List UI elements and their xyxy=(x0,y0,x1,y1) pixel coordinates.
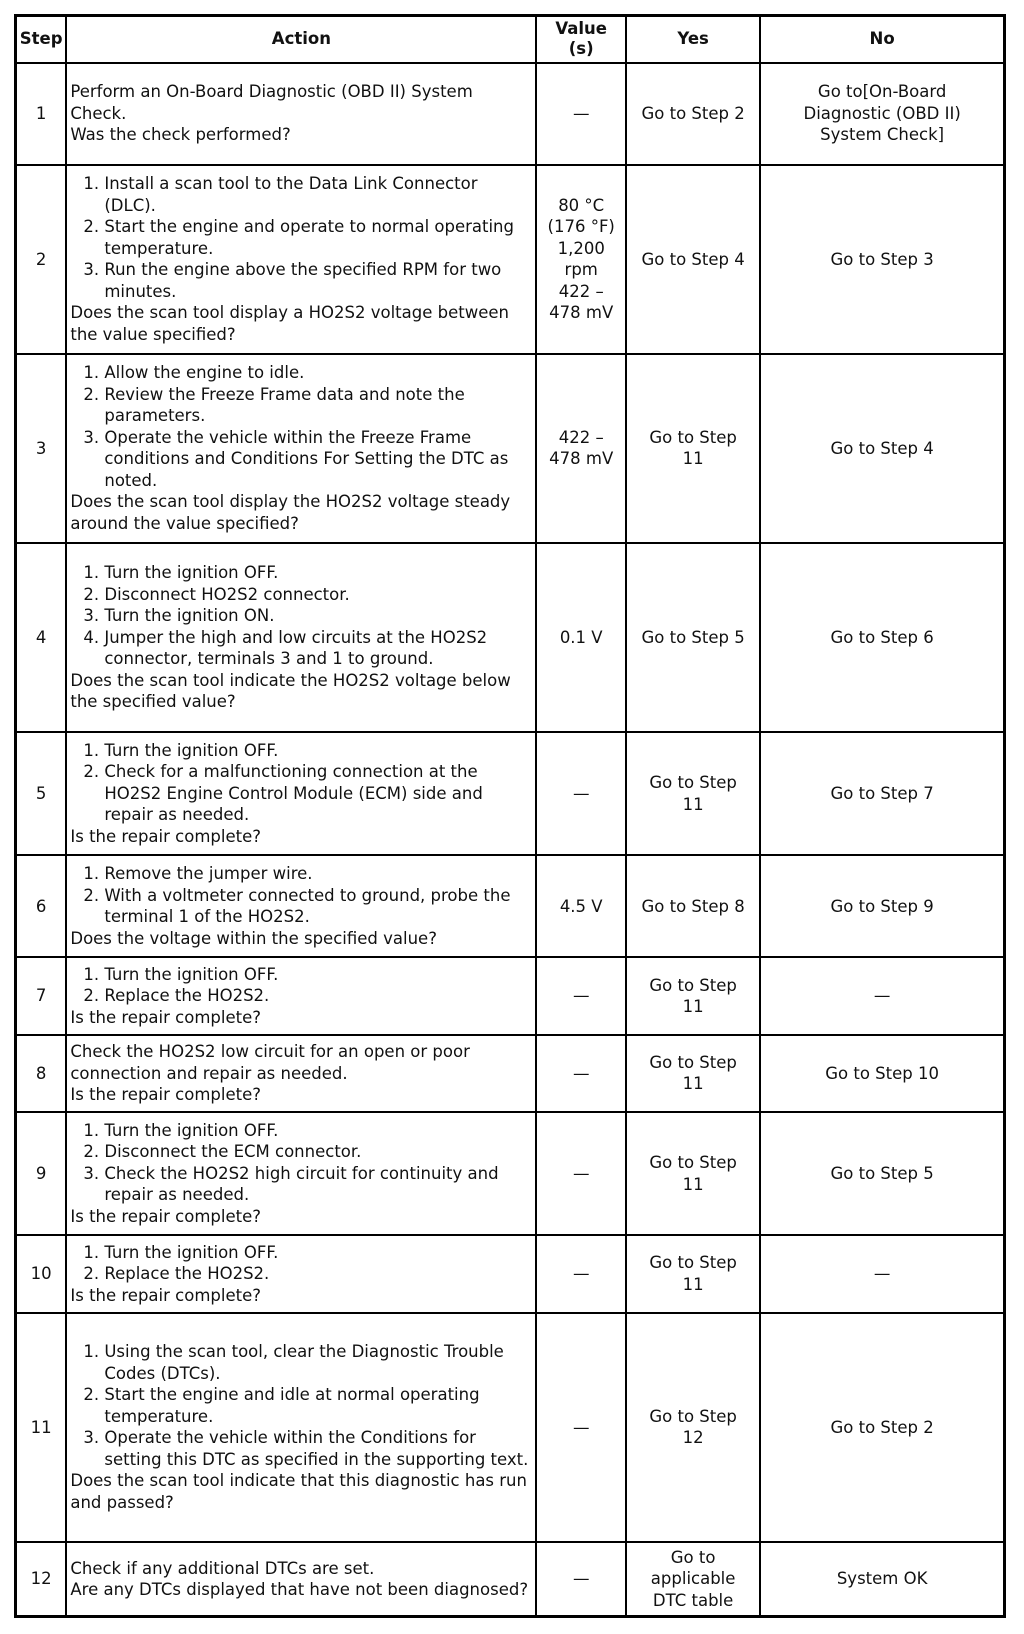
action-question: Is the repair complete? xyxy=(70,1206,261,1226)
action-question: Does the scan tool display the HO2S2 voltage steady around the value specified? xyxy=(70,492,511,533)
value-cell xyxy=(536,165,626,354)
action-step-item: 1. Turn the ignition OFF. xyxy=(104,740,532,762)
value-line: 80 °C xyxy=(558,195,605,215)
value-cell xyxy=(536,1542,626,1616)
table-row xyxy=(16,1313,1005,1543)
action-step-item: 1. Allow the engine to idle. xyxy=(104,362,532,384)
action-question: Was the check performed? xyxy=(70,125,291,145)
action-step-item: 2. With a voltmeter connected to ground, probe the terminal 1 of the HO2S2. xyxy=(104,885,532,928)
yes-line: 11 xyxy=(682,997,704,1017)
no-line: Go to Step 5 xyxy=(830,1163,934,1183)
no-line: — xyxy=(873,1264,891,1284)
no-cell xyxy=(760,1235,1004,1312)
no-cell xyxy=(760,732,1004,855)
no-line: Diagnostic (OBD II) xyxy=(803,103,961,123)
no-line: Go to Step 2 xyxy=(830,1417,934,1437)
header-row xyxy=(16,16,1005,63)
value-line: 0.1 V xyxy=(559,627,603,647)
value-line: rpm xyxy=(564,260,598,280)
yes-cell xyxy=(626,63,760,165)
yes-cell xyxy=(626,1112,760,1235)
step-number: 5 xyxy=(16,732,67,855)
action-steps-list xyxy=(70,362,532,491)
yes-line: Go to Step xyxy=(649,427,737,447)
no-cell xyxy=(760,1313,1004,1543)
action-step-item: 2. Check for a malfunctioning connection at the HO2S2 Engine Control Module (ECM) side and repair as needed. xyxy=(104,761,532,826)
action-step-item: 4. Jumper the high and low circuits at the HO2S2 connector, terminals 3 and 1 to ground. xyxy=(104,627,532,670)
yes-cell xyxy=(626,957,760,1034)
no-cell xyxy=(760,165,1004,354)
no-cell xyxy=(760,855,1004,957)
no-cell xyxy=(760,1035,1004,1112)
yes-line: 11 xyxy=(682,794,704,814)
value-cell xyxy=(536,543,626,732)
yes-line: Go to Step xyxy=(649,773,737,792)
action-step-item: 2. Disconnect the ECM connector. xyxy=(104,1141,532,1163)
yes-line: 11 xyxy=(682,1274,704,1294)
action-step-item: 2. Disconnect HO2S2 connector. xyxy=(104,584,532,606)
table-row xyxy=(16,165,1005,354)
no-cell xyxy=(760,957,1004,1034)
action-cell xyxy=(66,1542,536,1616)
no-line: System OK xyxy=(836,1569,928,1589)
header-value-line2: (s) xyxy=(568,39,594,59)
action-step-item: 2. Review the Freeze Frame data and note the parameters. xyxy=(104,384,532,427)
yes-cell xyxy=(626,1313,760,1543)
action-step-item: 2. Start the engine and operate to normal operating temperature. xyxy=(104,216,532,259)
yes-cell xyxy=(626,1542,760,1616)
table-row xyxy=(16,1035,1005,1112)
value-line: (176 °F) xyxy=(547,217,615,237)
table-row xyxy=(16,543,1005,732)
action-step-item: 2. Replace the HO2S2. xyxy=(104,1263,532,1285)
step-number: 3 xyxy=(16,354,67,543)
action-steps-list xyxy=(70,964,532,1007)
yes-line: Go to xyxy=(670,1547,716,1567)
header-yes: Yes xyxy=(626,16,760,63)
action-cell xyxy=(66,957,536,1034)
action-steps-list xyxy=(70,863,532,928)
action-step-item: 3. Operate the vehicle within the Freeze Frame conditions and Conditions For Setting the DTC as noted. xyxy=(104,427,532,492)
value-line: — xyxy=(572,986,590,1006)
no-line: Go to Step 4 xyxy=(830,438,934,458)
table-row xyxy=(16,855,1005,957)
value-cell xyxy=(536,855,626,957)
yes-line: 12 xyxy=(682,1428,704,1448)
action-step-item: 2. Start the engine and idle at normal operating temperature. xyxy=(104,1384,532,1427)
action-step-item: 3. Operate the vehicle within the Conditions for setting this DTC as specified in the supporting text. xyxy=(104,1427,532,1470)
header-value xyxy=(536,16,626,63)
yes-line: 11 xyxy=(682,1074,704,1094)
step-number: 4 xyxy=(16,543,67,732)
yes-line: Go to Step 8 xyxy=(641,896,745,916)
yes-cell xyxy=(626,543,760,732)
action-step-item: 1. Using the scan tool, clear the Diagnostic Trouble Codes (DTCs). xyxy=(104,1341,532,1384)
action-text: Check the HO2S2 low circuit for an open or poor connection and repair as needed. xyxy=(70,1042,470,1083)
no-line: System Check] xyxy=(820,125,945,145)
action-cell xyxy=(66,165,536,354)
action-steps-list xyxy=(70,1242,532,1285)
table-row xyxy=(16,354,1005,543)
value-line: — xyxy=(572,783,590,803)
value-line: 422 – xyxy=(558,427,604,447)
value-cell xyxy=(536,732,626,855)
action-steps-list xyxy=(70,1120,532,1206)
step-number: 8 xyxy=(16,1035,67,1112)
table-row xyxy=(16,1542,1005,1616)
header-action: Action xyxy=(66,16,536,63)
value-line: — xyxy=(572,1417,590,1437)
no-line: Go to Step 6 xyxy=(830,627,934,647)
action-cell xyxy=(66,732,536,855)
action-question: Does the scan tool indicate that this diagnostic has run and passed? xyxy=(70,1471,527,1512)
yes-line: applicable xyxy=(650,1569,736,1589)
value-line: — xyxy=(572,1569,590,1589)
action-step-item: 1. Install a scan tool to the Data Link Connector (DLC). xyxy=(104,173,532,216)
diagnostic-table xyxy=(14,14,1006,1618)
value-cell xyxy=(536,1035,626,1112)
no-line: Go to[On-Board xyxy=(817,82,947,102)
value-cell xyxy=(536,1313,626,1543)
value-cell xyxy=(536,1112,626,1235)
action-step-item: 1. Turn the ignition OFF. xyxy=(104,1120,532,1142)
action-cell xyxy=(66,1035,536,1112)
table-body xyxy=(16,63,1005,1617)
yes-line: 11 xyxy=(682,1174,704,1194)
value-cell xyxy=(536,1235,626,1312)
action-steps-list xyxy=(70,740,532,826)
action-steps-list xyxy=(70,173,532,302)
step-number: 12 xyxy=(16,1542,67,1616)
table-row xyxy=(16,1235,1005,1312)
yes-line: Go to Step 2 xyxy=(641,103,745,123)
table-row xyxy=(16,63,1005,165)
action-question: Are any DTCs displayed that have not been diagnosed? xyxy=(70,1580,529,1600)
yes-line: Go to Step 5 xyxy=(641,627,745,647)
action-question: Is the repair complete? xyxy=(70,1285,261,1305)
action-cell xyxy=(66,855,536,957)
no-line: Go to Step 3 xyxy=(830,249,934,269)
action-step-item: 1. Remove the jumper wire. xyxy=(104,863,532,885)
value-cell xyxy=(536,63,626,165)
no-cell xyxy=(760,354,1004,543)
step-number: 1 xyxy=(16,63,67,165)
value-line: — xyxy=(572,1163,590,1183)
yes-line: Go to Step 4 xyxy=(641,249,745,269)
yes-line: Go to Step xyxy=(649,1052,737,1072)
action-question: Is the repair complete? xyxy=(70,1007,261,1027)
yes-cell xyxy=(626,855,760,957)
action-cell xyxy=(66,1112,536,1235)
step-number: 9 xyxy=(16,1112,67,1235)
header-step: Step xyxy=(16,16,67,63)
step-number: 7 xyxy=(16,957,67,1034)
no-line: Go to Step 7 xyxy=(830,783,934,803)
table-row xyxy=(16,1112,1005,1235)
action-step-item: 2. Replace the HO2S2. xyxy=(104,985,532,1007)
value-cell xyxy=(536,957,626,1034)
no-cell xyxy=(760,1542,1004,1616)
action-question: Does the scan tool display a HO2S2 voltage between the value specified? xyxy=(70,303,509,344)
action-question: Is the repair complete? xyxy=(70,826,261,846)
action-text: Perform an On-Board Diagnostic (OBD II) System Check. xyxy=(70,82,473,123)
yes-line: 11 xyxy=(682,449,704,469)
yes-cell xyxy=(626,1035,760,1112)
action-step-item: 3. Check the HO2S2 high circuit for continuity and repair as needed. xyxy=(104,1163,532,1206)
no-line: Go to Step 9 xyxy=(830,896,934,916)
action-step-item: 1. Turn the ignition OFF. xyxy=(104,1242,532,1264)
table-header xyxy=(16,16,1005,63)
yes-cell xyxy=(626,732,760,855)
yes-line: Go to Step xyxy=(649,1153,737,1173)
action-steps-list xyxy=(70,1341,532,1470)
action-question: Does the scan tool indicate the HO2S2 voltage below the specified value? xyxy=(70,670,511,712)
yes-cell xyxy=(626,165,760,354)
action-step-item: 1. Turn the ignition OFF. xyxy=(104,964,532,986)
no-cell xyxy=(760,1112,1004,1235)
yes-line: Go to Step xyxy=(649,1406,737,1426)
yes-line: Go to Step xyxy=(649,1253,737,1273)
no-line: — xyxy=(873,986,891,1006)
value-line: 422 – xyxy=(558,281,604,301)
step-number: 2 xyxy=(16,165,67,354)
value-line: — xyxy=(572,1264,590,1284)
header-value-line1: Value xyxy=(555,19,607,39)
action-question: Does the voltage within the specified value? xyxy=(70,928,437,948)
action-question: Is the repair complete? xyxy=(70,1085,261,1105)
header-no: No xyxy=(760,16,1004,63)
value-line: 4.5 V xyxy=(559,896,603,916)
value-line: 478 mV xyxy=(549,303,614,323)
action-cell xyxy=(66,543,536,732)
action-cell xyxy=(66,1313,536,1543)
table-row xyxy=(16,732,1005,855)
action-text: Check if any additional DTCs are set. xyxy=(70,1558,375,1578)
table-row xyxy=(16,957,1005,1034)
step-number: 10 xyxy=(16,1235,67,1312)
yes-cell xyxy=(626,354,760,543)
step-number: 11 xyxy=(16,1313,67,1543)
no-cell xyxy=(760,63,1004,165)
value-cell xyxy=(536,354,626,543)
action-steps-list xyxy=(70,562,532,670)
action-cell xyxy=(66,1235,536,1312)
value-line: — xyxy=(572,1063,590,1083)
step-number: 6 xyxy=(16,855,67,957)
value-line: 1,200 xyxy=(557,238,605,258)
value-line: 478 mV xyxy=(549,449,614,469)
yes-line: DTC table xyxy=(652,1590,734,1610)
no-cell xyxy=(760,543,1004,732)
action-step-item: 1. Turn the ignition OFF. xyxy=(104,562,532,584)
no-line: Go to Step 10 xyxy=(825,1063,939,1083)
action-step-item: 3. Run the engine above the specified RPM for two minutes. xyxy=(104,259,532,302)
action-cell xyxy=(66,63,536,165)
action-step-item: 3. Turn the ignition ON. xyxy=(104,605,532,627)
yes-line: Go to Step xyxy=(649,975,737,995)
yes-cell xyxy=(626,1235,760,1312)
value-line: — xyxy=(572,103,590,123)
action-cell xyxy=(66,354,536,543)
